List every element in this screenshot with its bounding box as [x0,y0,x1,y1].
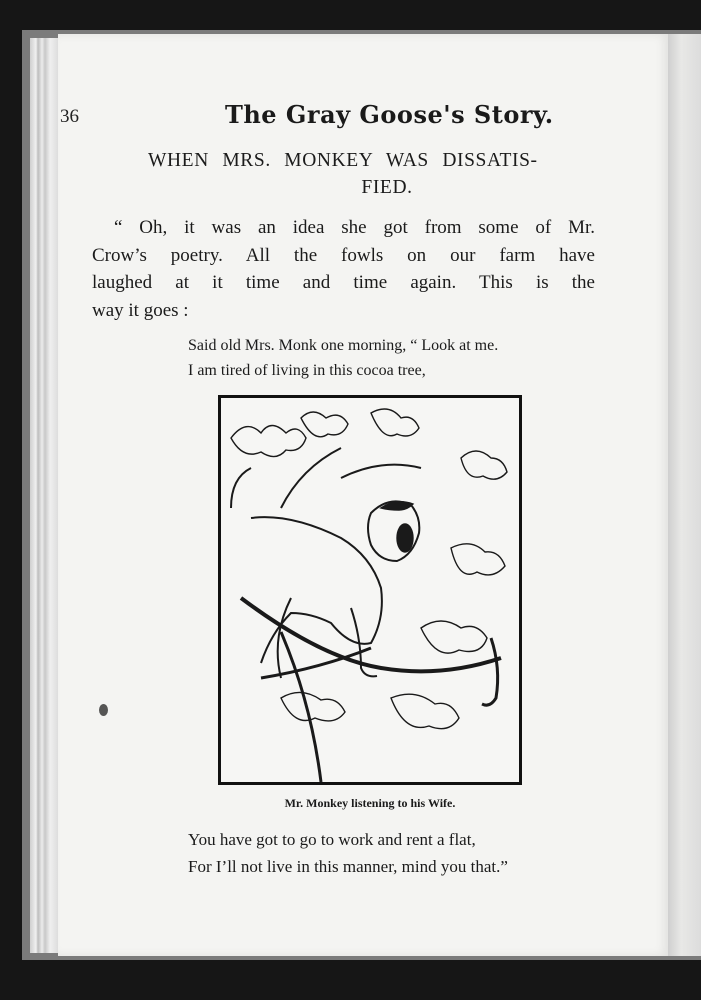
ink-blot [99,704,108,716]
chapter-title-line-2: FIED. [361,177,413,198]
verse-line: I am tired of living in this cocoa tree, [188,362,426,379]
paragraph-line: Crow’s poetry. All the fowls on our farm have [92,244,595,266]
chapter-title-line-1: WHEN MRS. MONKEY WAS DISSATIS- [148,150,538,171]
running-title: The Gray Goose's Story. [225,100,554,129]
verse-line: Said old Mrs. Monk one morning, “ Look at me. [188,337,499,354]
monkey-illustration [221,398,519,782]
illustration [218,395,522,785]
paragraph-line: laughed at it time and time again. This is the [92,272,595,293]
page-number: 36 [60,106,79,127]
illustration-caption: Mr. Monkey listening to his Wife. [284,796,456,810]
verse-line: For I’ll not live in this manner, mind you that.” [188,857,508,876]
paragraph-line: “ Oh, it was an idea she got from some of Mr. [114,217,595,238]
verse-line: You have got to go to work and rent a flat, [188,830,476,849]
paragraph-line: way it goes : [92,299,189,321]
chapter-title [92,147,592,201]
facing-page-edge [668,34,701,956]
body-paragraph [92,214,595,324]
